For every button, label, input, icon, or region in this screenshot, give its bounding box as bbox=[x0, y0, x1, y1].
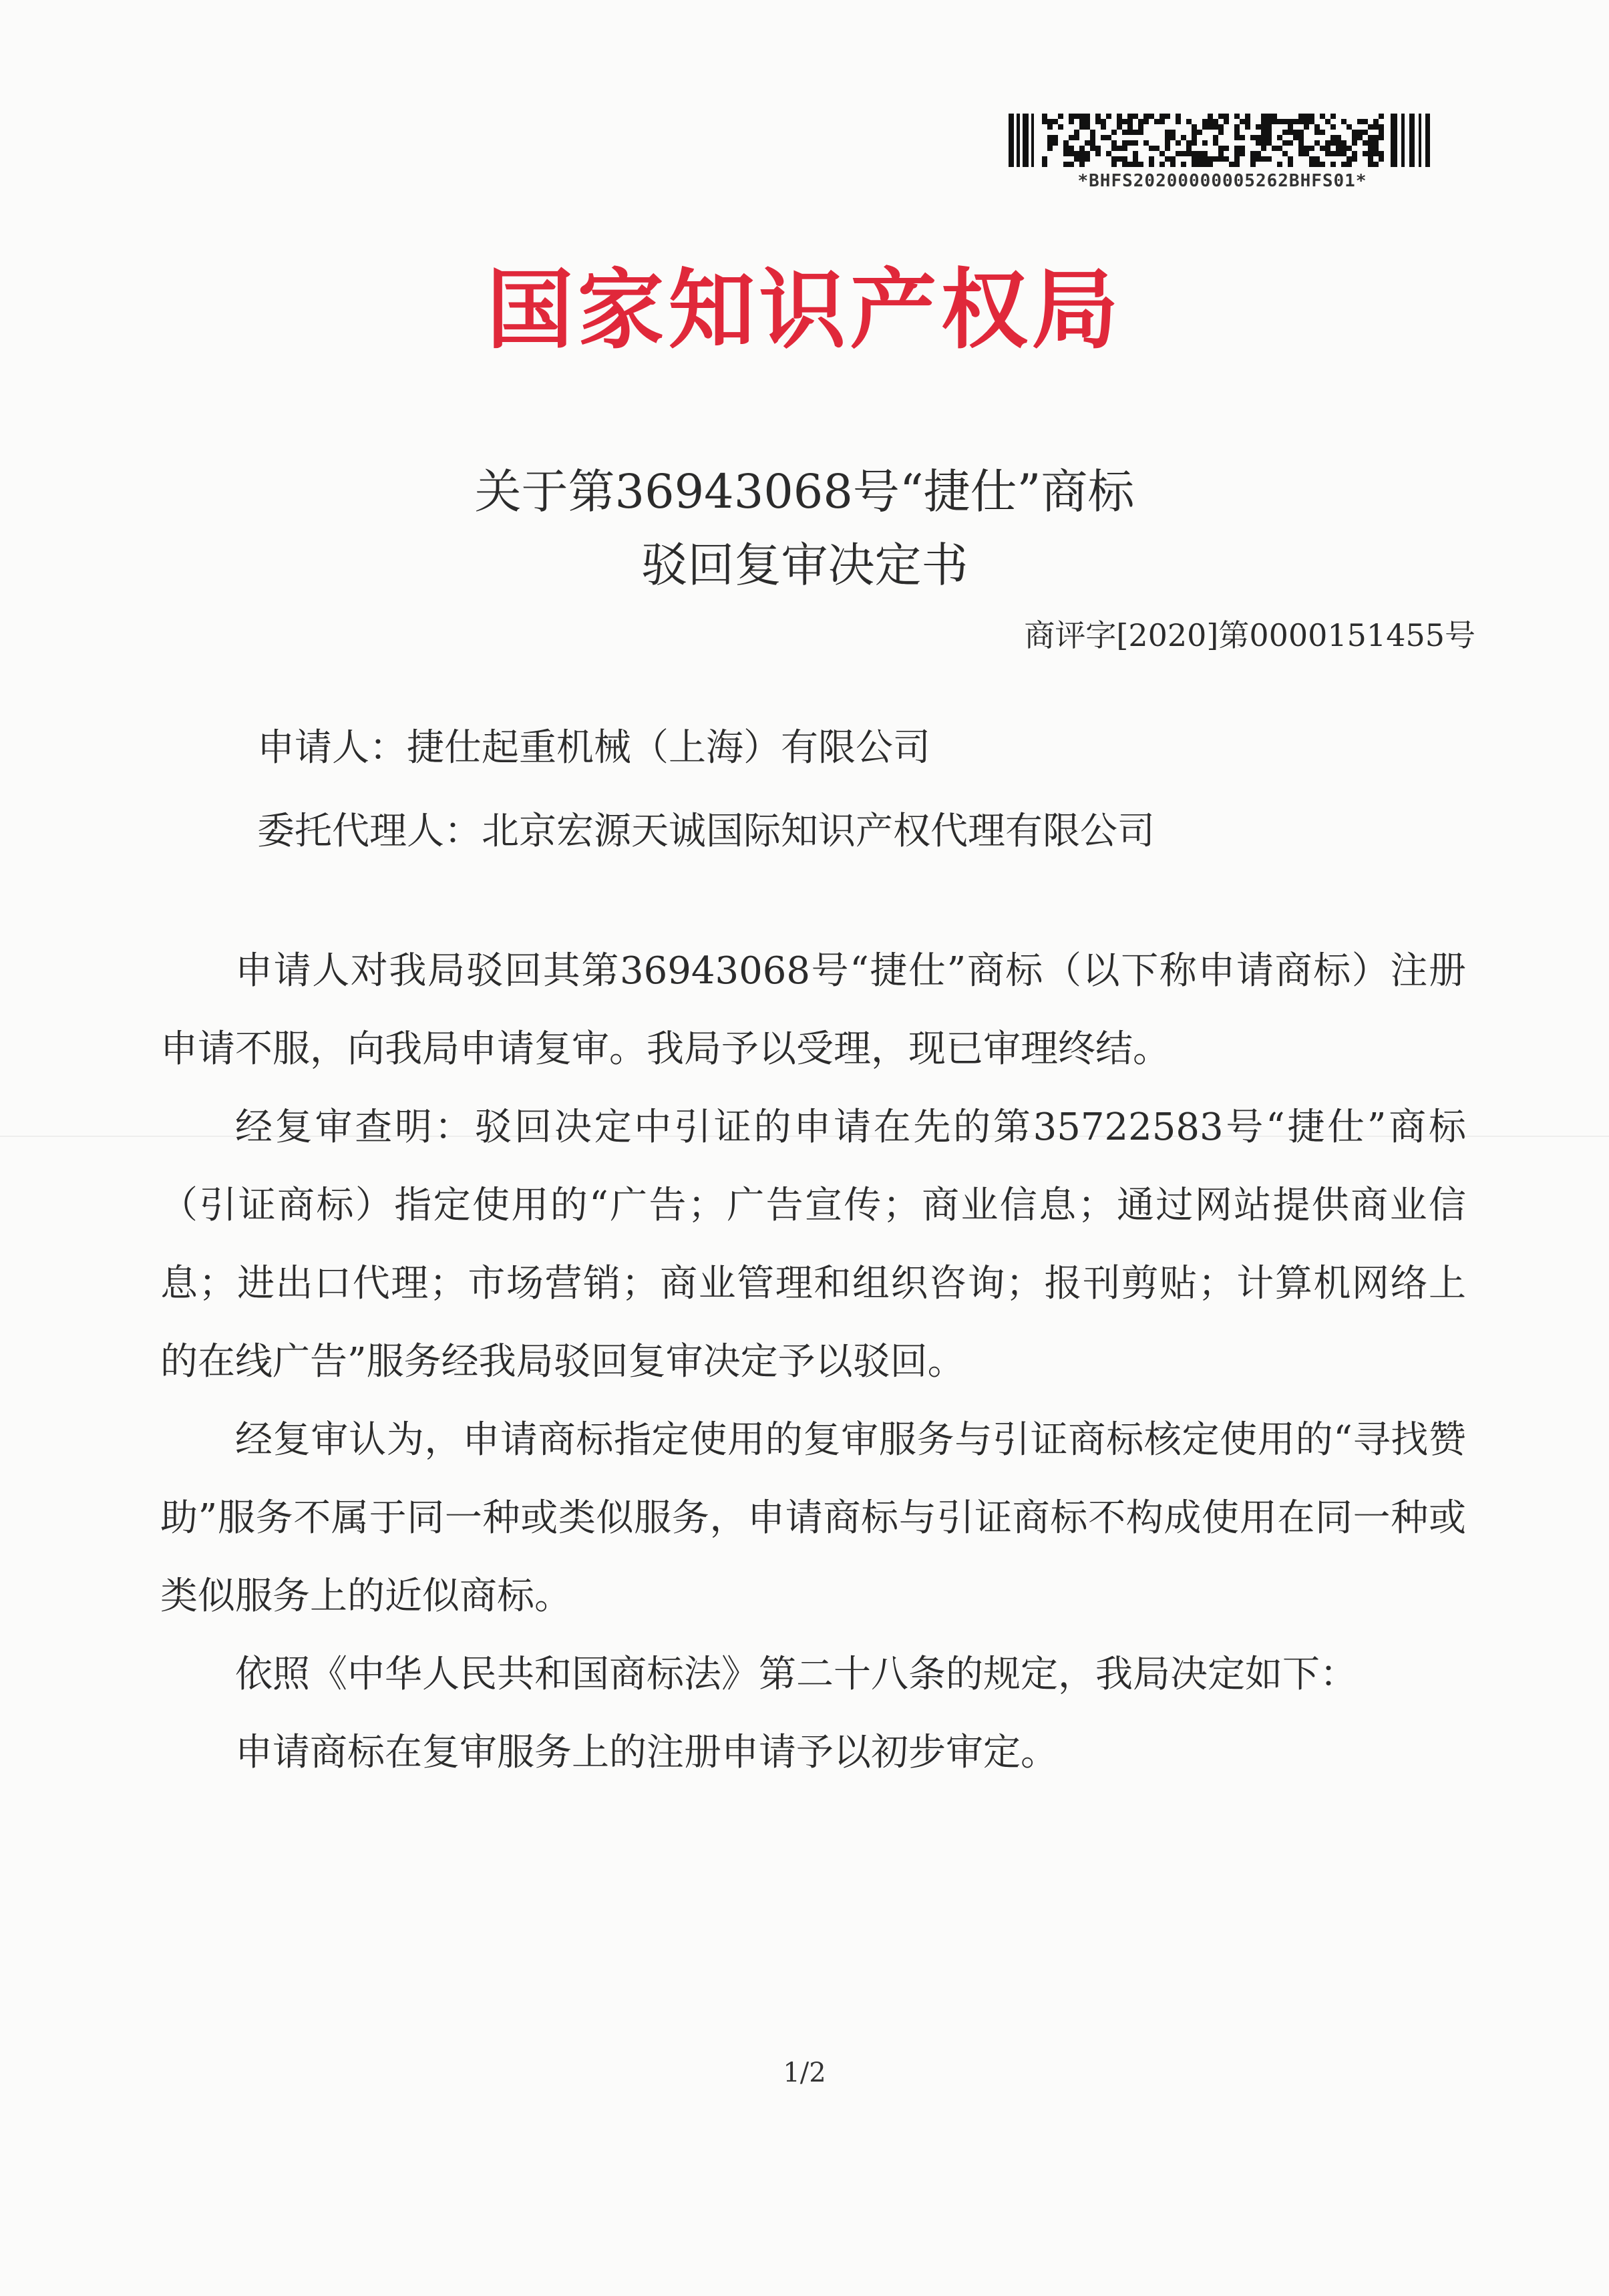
barcode-image bbox=[1009, 114, 1436, 167]
document-title-line-2: 驳回复审决定书 bbox=[641, 538, 968, 593]
paragraph-application: 申请人对我局驳回其第36943068号“捷仕”商标（以下称申请商标）注册申请不服，向我局申请复审。我局予以受理，现已审理终结。 bbox=[160, 949, 1466, 1071]
paragraph-decision: 申请商标在复审服务上的注册申请予以初步审定。 bbox=[235, 1731, 1058, 1774]
page-number: 1/2 bbox=[783, 2058, 826, 2088]
paragraph-reasoning: 经复审认为，申请商标指定使用的复审服务与引证商标核定使用的“寻找赞助”服务不属于同一种或类似服务，申请商标与引证商标不构成使用在同一种或类似服务上的近似商标。 bbox=[160, 1418, 1466, 1618]
agent-line: 委托代理人：北京宏源天诚国际知识产权代理有限公司 bbox=[257, 810, 1155, 853]
document-title-line-1: 关于第36943068号“捷仕”商标 bbox=[474, 464, 1135, 519]
decision-body bbox=[160, 932, 1466, 1792]
paragraph-findings: 经复审查明：驳回决定中引证的申请在先的第35722583号“捷仕”商标（引证商标）指定使用的“广告；广告宣传；商业信息；通过网站提供商业信息；进出口代理；市场营销；商业管理和组织咨询；报刊剪贴；计算机网络上的在线广告”服务经我局驳回复审决定予以驳回。 bbox=[160, 1106, 1466, 1383]
barcode-block bbox=[1009, 114, 1436, 191]
agency-header: 国家知识产权局 bbox=[486, 259, 1123, 361]
barcode-text: *BHFS20200000005262BHFS01* bbox=[1077, 171, 1367, 191]
applicant-line: 申请人：捷仕起重机械（上海）有限公司 bbox=[257, 726, 930, 770]
document-number: 商评字[2020]第0000151455号 bbox=[1024, 617, 1475, 653]
paragraph-legal-basis: 依照《中华人民共和国商标法》第二十八条的规定，我局决定如下： bbox=[235, 1653, 1357, 1696]
